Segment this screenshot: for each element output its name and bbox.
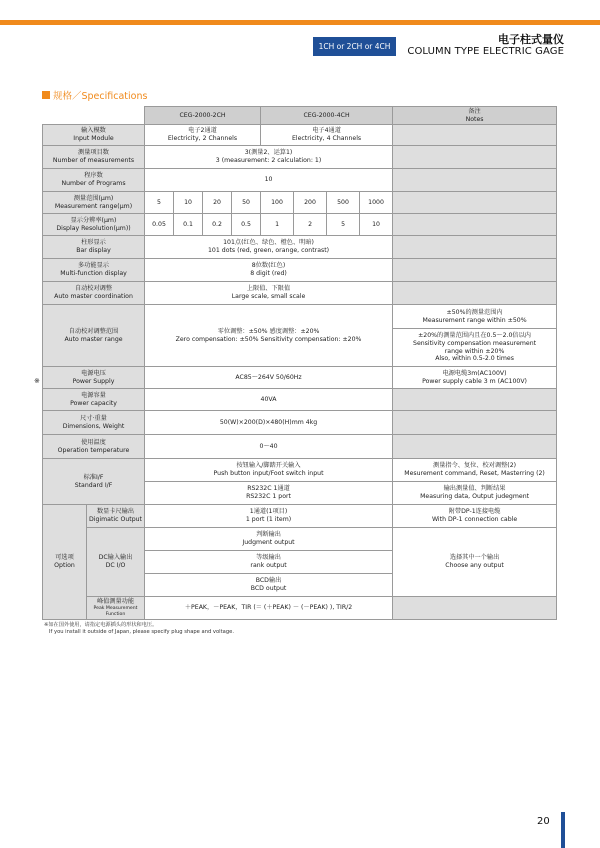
row-input-module bbox=[43, 125, 557, 146]
resolution-cell: 0.5 bbox=[232, 214, 261, 236]
label-dimensions: 尺寸·重量 Dimensions, Weight bbox=[43, 411, 145, 435]
value-rs232c: RS232C 1通道 RS232C 1 port bbox=[145, 482, 393, 505]
resolution-cell: 0.05 bbox=[145, 214, 174, 236]
range-cell: 1000 bbox=[360, 192, 393, 214]
value-num-measurements: 3(测量2、运算1) 3 (measurement: 2 calculation: 1) bbox=[145, 146, 393, 169]
header-notes: 备注 Notes bbox=[393, 107, 557, 125]
note-auto-master-coord bbox=[393, 282, 557, 305]
value-bar-display: 101点(红色、绿色、橙色、明暗) 101 dots (red, green, orange, contrast) bbox=[145, 236, 393, 259]
note-auto-master-range-2: ±20%的测量范围内且在0.5～2.0倍以内 Sensitivity compensation measurement range within ±20% Also, within 0.5-2.0 times bbox=[393, 329, 557, 367]
label-option: 可选项 Option bbox=[43, 505, 87, 620]
value-judgment-output: 判断输出 Judgment output bbox=[145, 528, 393, 551]
resolution-cell: 5 bbox=[327, 214, 360, 236]
label-display-resolution: 显示分辨率(μm) Display Resolution(μm)) bbox=[43, 214, 145, 236]
footnote-cn: ※如在国外使用，请指定电源插头的形状和电压。 bbox=[44, 622, 158, 628]
note-power-capacity bbox=[393, 389, 557, 411]
channel-badge: 1CH or 2CH or 4CH bbox=[313, 37, 396, 56]
row-power-capacity bbox=[43, 389, 557, 411]
label-power-capacity: 电源容量 Power capacity bbox=[43, 389, 145, 411]
note-display-resolution bbox=[393, 214, 557, 236]
value-input-module-4ch: 电子4通道 Electricity, 4 Channels bbox=[261, 125, 393, 146]
label-auto-master-coord: 自动校对调整 Auto master coordination bbox=[43, 282, 145, 305]
label-multi-function: 多功能显示 Multi-function display bbox=[43, 259, 145, 282]
label-bar-display: 柱形显示 Bar display bbox=[43, 236, 145, 259]
row-option-peak bbox=[43, 597, 557, 620]
value-digimatic-output: 1通道(1项目) 1 port (1 item) bbox=[145, 505, 393, 528]
note-multi-function bbox=[393, 259, 557, 282]
footnote-en: If you install it outside of Japan, please specify plug shape and voltage. bbox=[49, 628, 234, 635]
value-push-button-input: 按钮输入/脚踏开关输入 Push button input/Foot switch input bbox=[145, 459, 393, 482]
value-power-capacity: 40VA bbox=[145, 389, 393, 411]
value-num-programs: 10 bbox=[145, 169, 393, 192]
value-bcd-output: BCD输出 BCD output bbox=[145, 574, 393, 597]
label-input-module: 输入模数 Input Module bbox=[43, 125, 145, 146]
label-power-supply: 电源电压 Power Supply bbox=[43, 367, 145, 389]
note-auto-master-range-1: ±50%的测量范围内 Measurement range within ±50% bbox=[393, 305, 557, 329]
header-4ch: CEG-2000-4CH bbox=[261, 107, 393, 125]
section-heading bbox=[42, 88, 147, 102]
note-rs232c: 输出测量值、判断结果 Measuring data, Output judegment bbox=[393, 482, 557, 505]
note-peak-measurement bbox=[393, 597, 557, 620]
power-supply-note-mark: ※ bbox=[34, 377, 40, 385]
note-operation-temp bbox=[393, 435, 557, 459]
label-operation-temp: 使用温度 Operation temperature bbox=[43, 435, 145, 459]
range-cell: 100 bbox=[261, 192, 294, 214]
label-dc-io: DC输入输出 DC I/O bbox=[87, 528, 145, 597]
range-cell: 20 bbox=[203, 192, 232, 214]
specifications-table bbox=[42, 106, 557, 620]
row-power-supply bbox=[43, 367, 557, 389]
value-multi-function: 8位数(红色) 8 digit (red) bbox=[145, 259, 393, 282]
page-accent-bar bbox=[561, 812, 565, 848]
value-operation-temp: 0～40 bbox=[145, 435, 393, 459]
resolution-cell: 0.1 bbox=[174, 214, 203, 236]
range-cell: 10 bbox=[174, 192, 203, 214]
note-digimatic-output: 附带DP-1连接电缆 With DP-1 connection cable bbox=[393, 505, 557, 528]
label-peak-measurement: 峰值测量功能 Peak Measurement Function bbox=[87, 597, 145, 620]
label-auto-master-range: 自动校对调整范围 Auto master range bbox=[43, 305, 145, 367]
note-bar-display bbox=[393, 236, 557, 259]
section-square-icon bbox=[42, 91, 50, 99]
resolution-cell: 1 bbox=[261, 214, 294, 236]
resolution-cell: 2 bbox=[294, 214, 327, 236]
note-num-programs bbox=[393, 169, 557, 192]
resolution-cell: 10 bbox=[360, 214, 393, 236]
label-standard-if: 标准I/F Standard I/F bbox=[43, 459, 145, 505]
table-header-row bbox=[43, 107, 557, 125]
note-measurement-range bbox=[393, 192, 557, 214]
note-power-supply: 电源电缆3m(AC100V) Power supply cable 3 m (AC100V) bbox=[393, 367, 557, 389]
value-peak-measurement: ＋PEAK，－PEAK，TIR (＝ (＋PEAK) － (－PEAK) ), TIR/2 bbox=[145, 597, 393, 620]
value-input-module-2ch: 电子2通道 Electricity, 2 Channels bbox=[145, 125, 261, 146]
note-dimensions bbox=[393, 411, 557, 435]
note-num-measurements bbox=[393, 146, 557, 169]
page-title-cn: 电子柱式量仪 bbox=[498, 33, 564, 46]
header-2ch: CEG-2000-2CH bbox=[145, 107, 261, 125]
note-input-module bbox=[393, 125, 557, 146]
label-num-measurements: 测量项目数 Number of measurements bbox=[43, 146, 145, 169]
row-num-programs bbox=[43, 169, 557, 192]
row-auto-master-coord bbox=[43, 282, 557, 305]
row-num-measurements bbox=[43, 146, 557, 169]
top-accent-bar bbox=[0, 20, 600, 25]
range-cell: 5 bbox=[145, 192, 174, 214]
row-bar-display bbox=[43, 236, 557, 259]
label-measurement-range: 测量范围(μm) Measurement range(μm) bbox=[43, 192, 145, 214]
row-dimensions bbox=[43, 411, 557, 435]
range-cell: 500 bbox=[327, 192, 360, 214]
page-number: 20 bbox=[537, 816, 550, 827]
row-auto-master-range bbox=[43, 305, 557, 329]
range-cell: 50 bbox=[232, 192, 261, 214]
row-standard-if-1 bbox=[43, 459, 557, 482]
value-power-supply: AC85～264V 50/60Hz bbox=[145, 367, 393, 389]
row-option-digimatic bbox=[43, 505, 557, 528]
range-cell: 200 bbox=[294, 192, 327, 214]
header-blank bbox=[43, 107, 145, 125]
section-title: 规格／Specifications bbox=[53, 91, 148, 102]
value-dimensions: 50(W)×200(D)×480(H)mm 4kg bbox=[145, 411, 393, 435]
note-push-button-input: 测量指令、复位、校对调整(2) Mesurement command, Reset, Masterring (2) bbox=[393, 459, 557, 482]
row-operation-temp bbox=[43, 435, 557, 459]
note-dc-io: 选择其中一个输出 Choose any output bbox=[393, 528, 557, 597]
value-auto-master-range: 零位调整：±50% 感度调整：±20% Zero compensation: ±50% Sensitivity compensation: ±20% bbox=[145, 305, 393, 367]
footnote bbox=[44, 622, 234, 636]
label-digimatic-output: 数显卡尺输出 Digimatic Output bbox=[87, 505, 145, 528]
value-rank-output: 等级输出 rank output bbox=[145, 551, 393, 574]
row-display-resolution bbox=[43, 214, 557, 236]
resolution-cell: 0.2 bbox=[203, 214, 232, 236]
value-auto-master-coord: 上限值、下限值 Large scale, small scale bbox=[145, 282, 393, 305]
label-num-programs: 程序数 Number of Programs bbox=[43, 169, 145, 192]
row-multi-function bbox=[43, 259, 557, 282]
row-measurement-range bbox=[43, 192, 557, 214]
page-title-en: COLUMN TYPE ELECTRIC GAGE bbox=[407, 46, 564, 57]
row-option-dcio-1 bbox=[43, 528, 557, 551]
